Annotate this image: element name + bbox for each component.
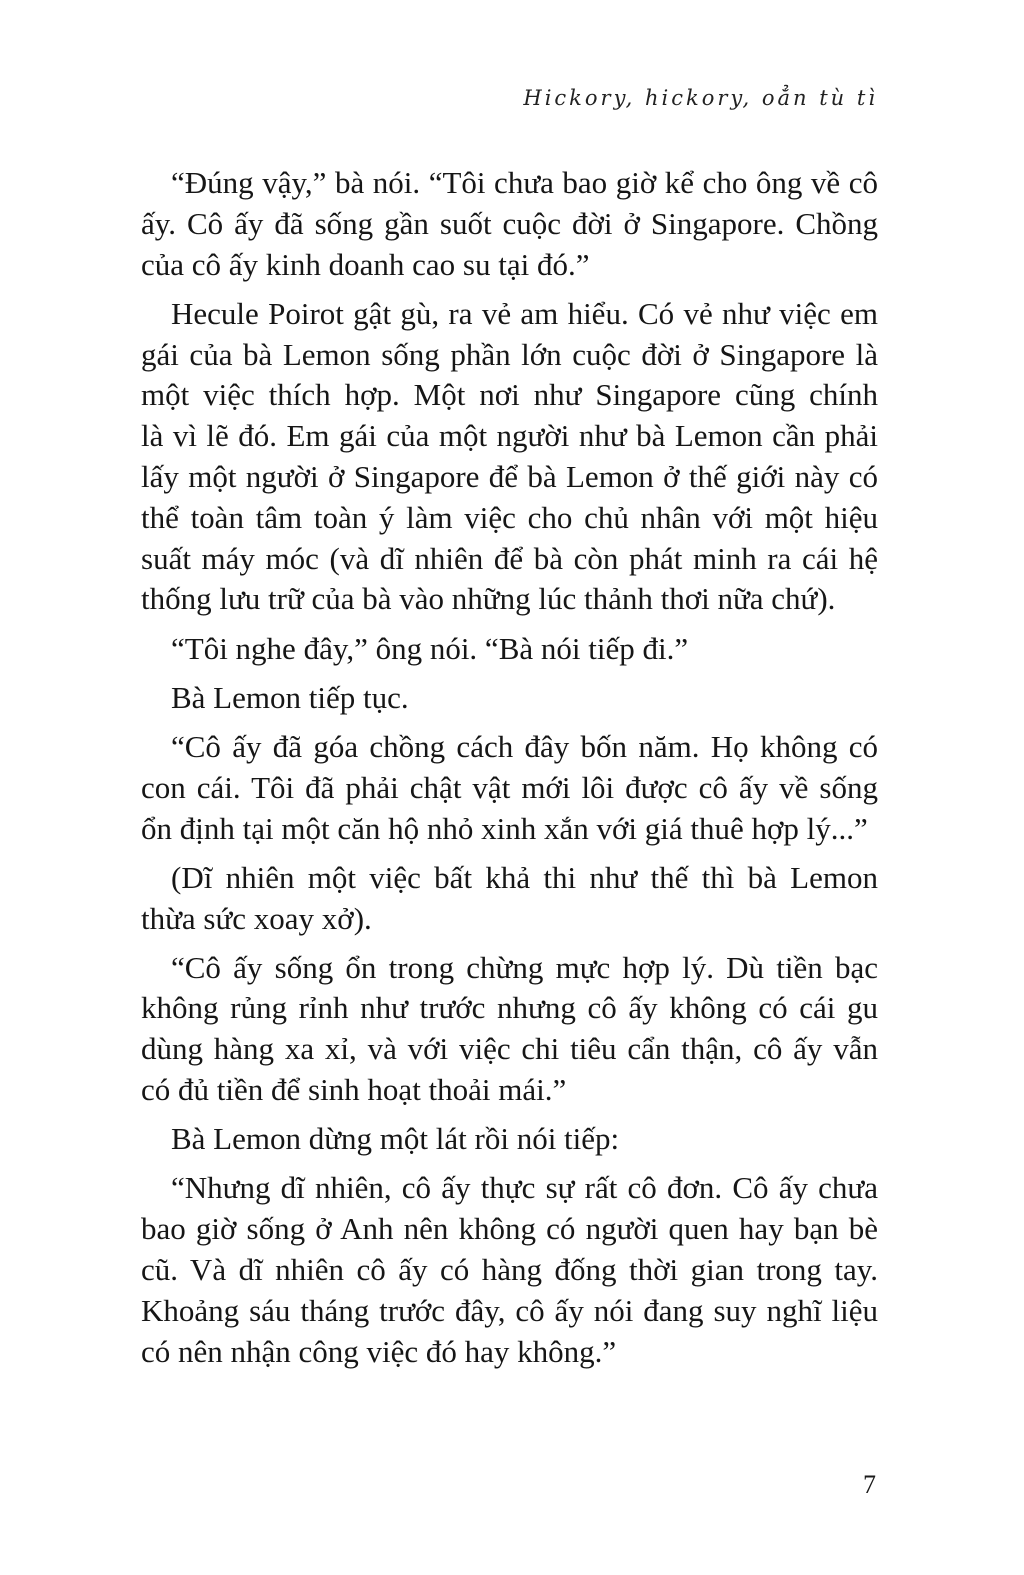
paragraph xyxy=(141,294,878,620)
text-line: ấy. Cô ấy đã sống gần suốt cuộc đời ở Singapore. Chồng xyxy=(141,205,878,241)
text-line: là vì lẽ đó. Em gái của một người như bà Lemon cần phải xyxy=(141,418,878,454)
text-line: thể toàn tâm toàn ý làm việc cho chủ nhân với một hiệu xyxy=(141,499,878,535)
text-line: dùng hàng xa xỉ, và với việc chi tiêu cẩn thận, cô ấy vẫn xyxy=(141,1031,878,1067)
paragraph xyxy=(141,948,878,1111)
text-line: suất máy móc (và dĩ nhiên để bà còn phát minh ra cái hệ xyxy=(141,540,878,576)
text-line: “Đúng vậy,” bà nói. “Tôi chưa bao giờ kể cho ông về cô xyxy=(171,165,878,200)
paragraph xyxy=(141,1168,878,1372)
text-line: ổn định tại một căn hộ nhỏ xinh xắn với giá thuê hợp lý...” xyxy=(141,810,868,846)
paragraph xyxy=(141,858,878,940)
text-line: Hecule Poirot gật gù, ra vẻ am hiểu. Có vẻ như việc em xyxy=(171,295,878,331)
text-line: gái của bà Lemon sống phần lớn cuộc đời ở Singapore là xyxy=(141,336,878,372)
paragraph xyxy=(141,629,878,670)
text-line: (Dĩ nhiên một việc bất khả thi như thế thì bà Lemon xyxy=(171,859,878,895)
paragraph xyxy=(141,1119,878,1160)
text-line: không rủng rỉnh như trước nhưng cô ấy không có cái gu xyxy=(141,990,878,1026)
body-text xyxy=(141,163,878,1372)
text-line: “Cô ấy đã góa chồng cách đây bốn năm. Họ không có xyxy=(171,728,878,764)
text-line: bao giờ sống ở Anh nên không có người quen hay bạn bè xyxy=(141,1211,878,1247)
paragraph xyxy=(141,678,878,719)
text-line: có đủ tiền để sinh hoạt thoải mái.” xyxy=(141,1072,567,1108)
text-line: một việc thích hợp. Một nơi như Singapore cũng chính xyxy=(141,377,878,413)
text-line: “Cô ấy sống ổn trong chừng mực hợp lý. Dù tiền bạc xyxy=(171,949,878,985)
paragraph xyxy=(141,163,878,285)
text-line: của cô ấy kinh doanh cao su tại đó.” xyxy=(141,246,590,282)
text-line: Bà Lemon dừng một lát rồi nói tiếp: xyxy=(171,1121,620,1157)
page-number: 7 xyxy=(863,1470,876,1499)
text-line: con cái. Tôi đã phải chật vật mới lôi được cô ấy về sống xyxy=(141,769,878,805)
text-line: có nên nhận công việc đó hay không.” xyxy=(141,1333,617,1369)
text-line: lấy một người ở Singapore để bà Lemon ở thế giới này có xyxy=(141,458,878,494)
text-line: “Nhưng dĩ nhiên, cô ấy thực sự rất cô đơn. Cô ấy chưa xyxy=(171,1170,878,1206)
paragraph xyxy=(141,727,878,849)
text-line: cũ. Và dĩ nhiên cô ấy có hàng đống thời gian trong tay. xyxy=(141,1252,878,1288)
text-line: “Tôi nghe đây,” ông nói. “Bà nói tiếp đi.” xyxy=(171,630,689,666)
text-line: thống lưu trữ của bà vào những lúc thảnh thơi nữa chứ). xyxy=(141,581,836,617)
text-line: Khoảng sáu tháng trước đây, cô ấy nói đang suy nghĩ liệu xyxy=(141,1292,878,1328)
running-header-title: Hickory, hickory, oẳn tù tì xyxy=(523,86,878,110)
text-line: thừa sức xoay xở). xyxy=(141,900,372,936)
text-line: Bà Lemon tiếp tục. xyxy=(171,679,409,715)
